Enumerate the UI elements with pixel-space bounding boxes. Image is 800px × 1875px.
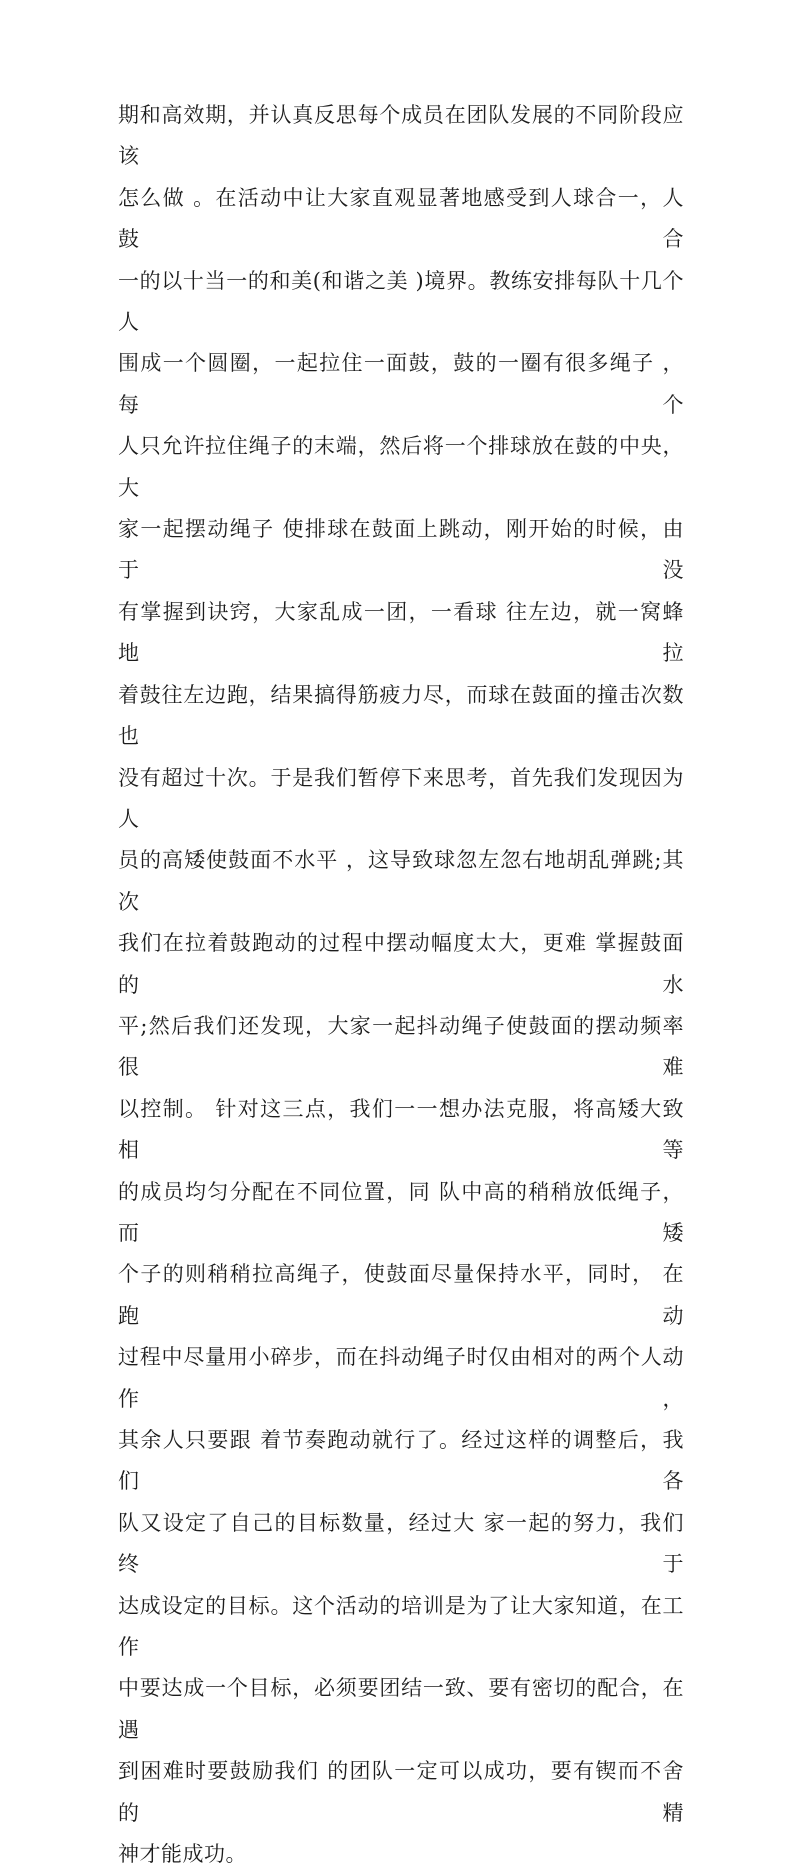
text-line: 着鼓往左边跑，结果搞得筋疲力尽，而球在鼓面的撞击次数也 — [118, 682, 684, 749]
document-text-block — [118, 95, 692, 1875]
text-line: 以控制。 针对这三点，我们一一想办法克服，将高矮大致相等 — [118, 1096, 684, 1163]
text-line: 的成员均匀分配在不同位置，同 队中高的稍稍放低绳子，而矮 — [118, 1179, 684, 1245]
text-line: 队又设定了自己的目标数量，经过大 家一起的努力，我们终于 — [118, 1510, 684, 1577]
text-line: 到困难时要鼓励我们 的团队一定可以成功，要有锲而不舍的精 — [118, 1759, 684, 1825]
text-line: 过程中尽量用小碎步，而在抖动绳子时仅由相对的两个人动作， — [118, 1345, 684, 1411]
text-line: 围成一个圆圈，一起拉住一面鼓，鼓的一圈有很多绳子 ，每个 — [118, 351, 684, 417]
text-line: 没有超过十次。于是我们暂停下来思考，首先我们发现因为人 — [118, 765, 684, 831]
text-line: 期和高效期，并认真反思每个成员在团队发展的不同阶段应该 — [118, 103, 684, 169]
text-line: 其余人只要跟 着节奏跑动就行了。经过这样的调整后，我们各 — [118, 1428, 684, 1494]
text-line: 平;然后我们还发现，大家一起抖动绳子使鼓面的摆动频率很难 — [118, 1013, 684, 1080]
text-line: 有掌握到诀窍，大家乱成一团，一看球 往左边，就一窝蜂地拉 — [118, 599, 684, 666]
text-line: 个子的则稍稍拉高绳子，使鼓面尽量保持水平，同时， 在跑动 — [118, 1262, 684, 1328]
text-line: 家一起摆动绳子 使排球在鼓面上跳动，刚开始的时候，由于没 — [118, 517, 684, 583]
text-line: 达成设定的目标。这个活动的培训是为了让大家知道，在工 作 — [118, 1593, 692, 1660]
text-line: 员的高矮使鼓面不水平 ，这导致球忽左忽右地胡乱弹跳;其次 — [118, 848, 684, 914]
text-line: 中要达成一个目标，必须要团结一致、要有密切的配合，在遇 — [118, 1676, 684, 1742]
text-line: 神才能成功。 — [118, 1842, 247, 1867]
text-line: 人只允许拉住绳子的末端，然后将一个排球放在鼓的中央，大 — [118, 434, 684, 500]
text-line: 怎么做 。在活动中让大家直观显著地感受到人球合一，人鼓合 — [118, 185, 684, 252]
text-line: 我们在拉着鼓跑动的过程中摆动幅度太大，更难 掌握鼓面的水 — [118, 931, 684, 997]
text-line: 一的以十当一的和美(和谐之美 )境界。教练安排每队十几个人 — [118, 268, 684, 335]
